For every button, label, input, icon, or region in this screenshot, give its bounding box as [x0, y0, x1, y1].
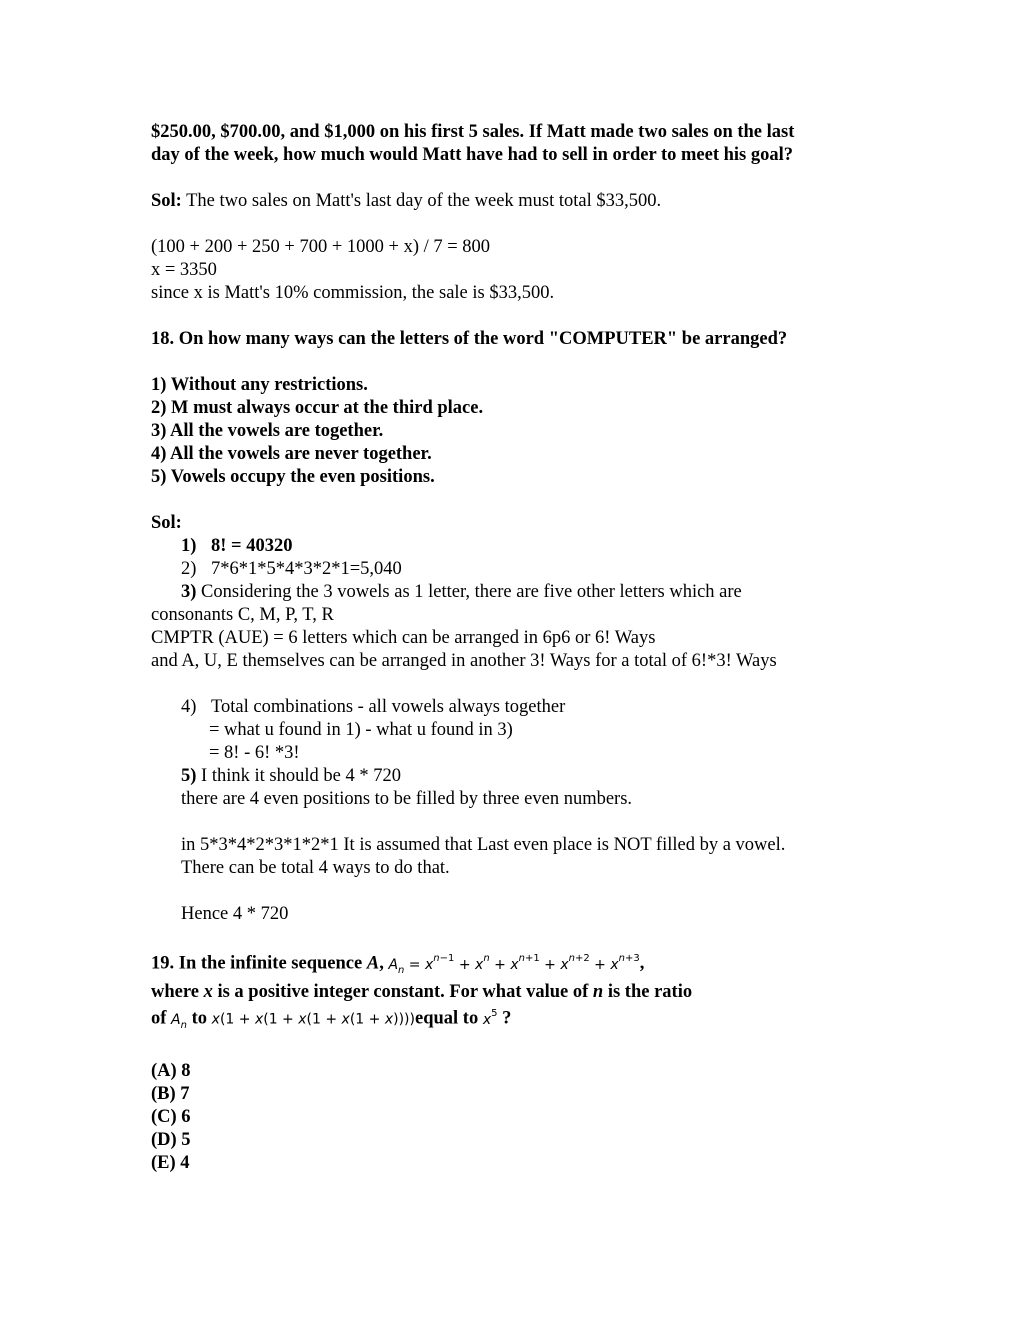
q18-part-1: 1) Without any restrictions.: [151, 375, 368, 395]
q18-sol-4-num: 4): [181, 697, 197, 717]
q19-option-a: (A) 8: [151, 1060, 191, 1081]
document-page: [151, 121, 871, 1175]
q19-var-n: n: [592, 982, 604, 1003]
prev-solution-equation: (100 + 200 + 250 + 700 + 1000 + x) / 7 = 800: [151, 237, 491, 257]
q19-line-3: [151, 1004, 871, 1036]
q19-comma: ,: [639, 953, 645, 974]
q19-equal-to: equal to: [414, 1009, 483, 1030]
q18-sol-5-line-3: in 5*3*4*2*3*1*2*1 It is assumed that Last even place is NOT filled by a vowel.: [181, 835, 786, 855]
q18-sol-4-text: Total combinations - all vowels always together: [211, 697, 566, 717]
q19-intro: 19. In the infinite sequence: [151, 953, 367, 974]
q18-part-2: 2) M must always occur at the third place.: [151, 398, 484, 418]
q18-sol-5-num: 5): [181, 766, 197, 786]
prev-solution-conclusion: since x is Matt's 10% commission, the sale is $33,500.: [151, 283, 555, 303]
q19-option-c: (C) 6: [151, 1106, 191, 1127]
q18-sol-5-line-4: There can be total 4 ways to do that.: [181, 858, 450, 878]
nested-formula: x(1 + x(1 + x(1 + x(1 + x)))): [211, 1012, 415, 1029]
prev-solution-x-value: x = 3350: [151, 260, 217, 280]
q19-condition: is a positive integer constant. For what value of: [212, 982, 593, 1003]
q18-sol-2-text: 7*6*1*5*4*3*2*1=5,040: [211, 559, 402, 579]
q18-sol-4-line-3: = 8! - 6! *3!: [209, 743, 300, 763]
q18-sol-3-line-1: [151, 581, 871, 604]
q18-sol-5-text: I think it should be 4 * 720: [196, 766, 401, 786]
q19-ratio: is the ratio: [603, 982, 693, 1003]
prev-question-line-2: day of the week, how much would Matt have had to sell in order to meet his goal?: [151, 145, 794, 165]
q18-part-4: 4) All the vowels are never together.: [151, 444, 432, 464]
q18-sol-4-line-1: [151, 696, 871, 719]
q18-sol-4-line-2: = what u found in 1) - what u found in 3): [209, 720, 513, 740]
q19-option-e: (E) 4: [151, 1152, 190, 1173]
prev-question-line-1: $250.00, $700.00, and $1,000 on his first 5 sales. If Matt made two sales on the last: [151, 122, 795, 142]
q18-sol-3-text: Considering the 3 vowels as 1 letter, there are five other letters which are: [196, 582, 742, 602]
q19-option-d: (D) 5: [151, 1129, 191, 1150]
q19-var-x: x: [203, 982, 213, 1003]
sol-text: The two sales on Matt's last day of the week must total $33,500.: [181, 191, 662, 211]
q18-sol-2-num: 2): [181, 559, 197, 579]
sol-label: Sol:: [151, 191, 182, 211]
q19-line-1: [151, 949, 871, 981]
q19-option-b: (B) 7: [151, 1083, 190, 1104]
q18-title: 18. On how many ways can the letters of the word "COMPUTER" be arranged?: [151, 329, 788, 349]
prev-solution-summary: [151, 190, 871, 213]
q18-sol-3-line-2: consonants C, M, P, T, R: [151, 605, 334, 625]
q18-part-5: 5) Vowels occupy the even positions.: [151, 467, 435, 487]
q18-part-3: 3) All the vowels are together.: [151, 421, 384, 441]
sequence-formula: $A_n = x^{n-1} + x^n + x^{n+1} + x^{n+2} + x^{n+3}$: [388, 953, 640, 976]
q19-to: to: [186, 1009, 212, 1030]
q18-sol-3-line-4: and A, U, E themselves can be arranged in another 3! Ways for a total of 6!*3! Ways: [151, 651, 777, 671]
q18-sol-5-line-5: Hence 4 * 720: [181, 904, 289, 924]
q19-seq-name: A: [366, 953, 380, 974]
q18-sol-5-line-2: there are 4 even positions to be filled by three even numbers.: [181, 789, 633, 809]
q18-sol-1-text: 8! = 40320: [211, 536, 293, 556]
q18-sol-5-line-1: [151, 765, 871, 788]
q18-sol-1: [151, 535, 871, 558]
x5-formula: $x^5$: [482, 1008, 498, 1029]
q18-sol-3-num: 3): [181, 582, 197, 602]
q19-line-2: [151, 981, 871, 1004]
q18-sol-3-line-3: CMPTR (AUE) = 6 letters which can be arranged in 6p6 or 6! Ways: [151, 628, 656, 648]
q18-sol-label: Sol:: [151, 513, 182, 533]
q19-question-mark: ?: [497, 1009, 512, 1030]
q19-intro-comma: ,: [379, 953, 389, 974]
an-formula: $A_n$: [171, 1012, 187, 1031]
q19-where: where: [151, 982, 204, 1003]
q19-of: of: [151, 1009, 172, 1030]
q18-sol-1-num: 1): [181, 536, 197, 556]
q18-sol-2: [151, 558, 871, 581]
